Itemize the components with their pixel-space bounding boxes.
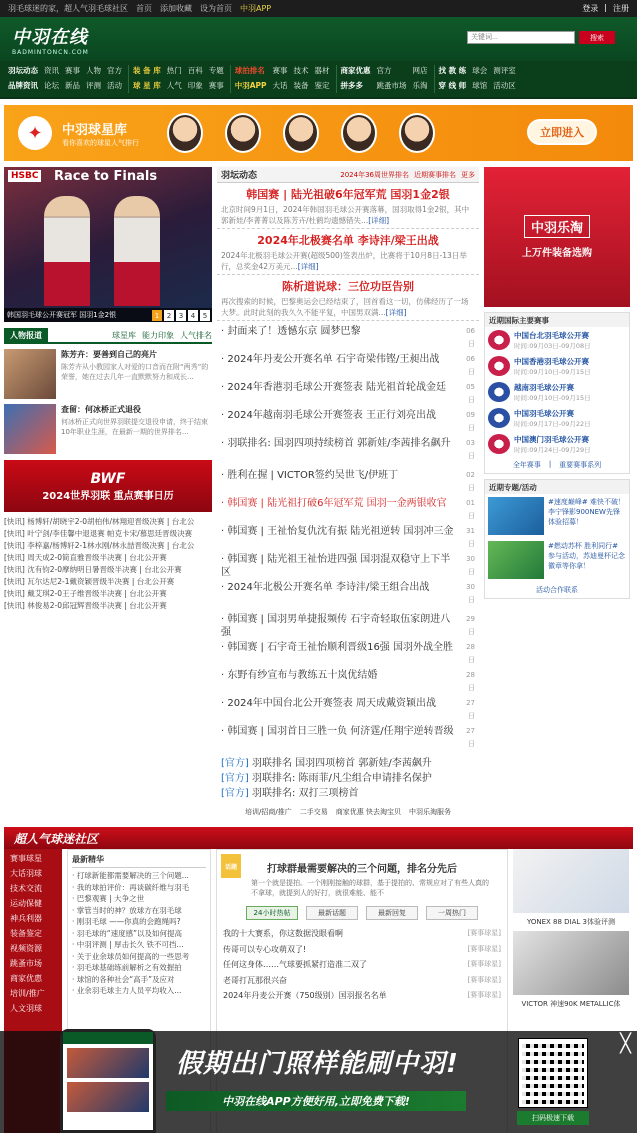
sidebar-item[interactable]: 商家优惠 xyxy=(10,974,42,983)
nav-item[interactable]: 球 星 库 xyxy=(133,80,161,90)
site-logo[interactable] xyxy=(12,23,89,56)
service-link[interactable]: 商家优惠 快去淘宝贝 xyxy=(335,808,401,816)
list-item[interactable]: [快讯] 杨博轩/胡晓宇2-0胡柏伟/林翔迎晋级决赛 | 台北公 xyxy=(4,517,195,526)
world-ranking-link[interactable]: 2024年36周世界排名 xyxy=(340,170,409,179)
tab-latest-topics[interactable]: 最新话题 xyxy=(306,906,358,920)
service-links xyxy=(217,803,479,821)
top-links xyxy=(8,3,271,14)
list-item[interactable]: · 球馆的各种社会“高手”及应对 xyxy=(72,974,175,984)
nav-item[interactable]: 官方 xyxy=(376,65,392,75)
search-input[interactable] xyxy=(467,31,575,44)
cooperation-link[interactable]: 活动合作联系 xyxy=(536,586,578,594)
list-item[interactable]: · 韩国赛 | 陆光祖王祉怡进四强 国羽混双稳守上下半区 30日 xyxy=(221,554,475,578)
login-link[interactable]: 登录 xyxy=(582,4,599,13)
nav-item[interactable]: 商家优惠 xyxy=(340,65,371,75)
person-title[interactable]: 查留：何冰桥正式退役 xyxy=(61,405,141,414)
topic-title[interactable]: 打球群最需要解决的三个问题，排名分先后 xyxy=(267,864,457,875)
person-desc: 何冰桥正式向世界羽联提交退役申请，终于结束10年职业生涯，在最新一期的世界排名... xyxy=(61,418,208,436)
star-banner[interactable] xyxy=(4,105,633,161)
product-caption[interactable]: VICTOR 神速90K METALLIC体 xyxy=(521,1000,621,1008)
list-item[interactable]: · 东野有纱宣布与教练五十岚优结婚 28日 xyxy=(221,670,475,692)
list-item[interactable]: · 韩国赛 | 石宇奇王祉怡顺利晋级16强 国羽外战全胜 28日 xyxy=(221,642,475,664)
list-item[interactable]: · 2024年越南羽毛球公开赛签表 王正行刘亮出战 09日 xyxy=(221,410,475,432)
nav-item[interactable]: 品牌资讯 xyxy=(8,80,38,90)
photo-backdrop-text: Race to Finals xyxy=(54,169,158,184)
player-faces xyxy=(167,113,435,153)
slide-page[interactable]: 1 xyxy=(152,310,162,321)
top-link-set-home[interactable]: 设为首页 xyxy=(200,4,232,13)
nav-item[interactable]: 测评室 xyxy=(493,65,516,75)
separator: | xyxy=(604,3,607,12)
player-figure xyxy=(44,196,90,306)
sidebar-item[interactable]: 人文羽球 xyxy=(10,1004,42,1013)
list-item[interactable]: · 刚羽毛球 ——你真的会跑绳吗? xyxy=(72,917,181,926)
list-item[interactable]: · 羽联排名: 国羽四项持续榜首 郭新娃/李茜排名飙升 03日 xyxy=(221,438,475,460)
details-link[interactable]: [详细] xyxy=(297,262,319,271)
list-item[interactable]: · 关于业余球员如何提高的一些思考 xyxy=(72,951,190,961)
headline xyxy=(217,275,479,321)
headline-title[interactable]: 韩国赛 | 陆光祖破6年冠军荒 国羽1金2银 xyxy=(246,188,450,201)
player-avatar xyxy=(283,113,319,153)
headline xyxy=(217,229,479,275)
tab-latest-replies[interactable]: 最新回复 xyxy=(366,906,418,920)
top-bar xyxy=(0,0,637,17)
topic-desc: 第一个就是提拍。一个刚刚接触的球群，基于提拍的、常规应对了有些人真的不拿球，就提到人的好打，就很难能、能不 xyxy=(251,879,489,897)
headline-desc: 北京时间9月1日，2024年韩国羽毛球公开赛落幕，国羽取得1金2银，其中郭新娃/李菁菁以及陈芳卉/杜鹤均遗憾错失... xyxy=(221,205,470,225)
tab-popularity[interactable]: 人气排名 xyxy=(180,330,212,340)
tab-24h-hot[interactable]: 24小时热帖 xyxy=(246,906,298,920)
topic-thumbnail xyxy=(488,541,544,579)
nav-item[interactable]: 器材 xyxy=(314,65,330,75)
close-icon[interactable]: ╳ xyxy=(620,1033,631,1054)
nav-item[interactable]: 论坛 xyxy=(44,80,59,90)
overlay-subline[interactable]: 中羽在线APP方便好用,立即免费下载! xyxy=(166,1091,466,1111)
headline-desc: 再次搜索的时候，巴黎奥运会已经结束了，回首看这一切，仿佛经历了一场大梦。此时此刻的我久久不能平复，中国男双满... xyxy=(221,297,469,317)
event-item[interactable]: 越南羽毛球公开赛 时间:09月10日-09月15日 xyxy=(485,379,629,405)
product-image[interactable] xyxy=(513,931,629,995)
events-title: 近期国际主要赛事 xyxy=(485,313,629,327)
people-section-header xyxy=(4,328,212,344)
search-box xyxy=(467,31,615,44)
nav-item[interactable]: 装 备 库 xyxy=(133,65,161,75)
nav-item[interactable]: 印象 xyxy=(187,80,203,90)
right-column xyxy=(484,167,630,821)
list-item[interactable]: · 韩国赛 | 王祉怡复仇沈有振 陆光祖逆转 国羽冲三金 31日 xyxy=(221,526,475,548)
sidebar-item[interactable]: 装备鉴定 xyxy=(10,929,42,938)
list-item[interactable]: [快讯] 沈有钧2-0摩纳明日暑晋级半决赛 | 台北公开赛 xyxy=(4,565,182,574)
sidebar-item[interactable]: 跳蚤市场 xyxy=(10,959,42,968)
details-link[interactable]: [详细] xyxy=(368,216,390,225)
list-item[interactable]: [快讯] 林俊易2-0邱冠辉晋级半决赛 | 台北公开赛 xyxy=(4,601,167,610)
scan-download-button[interactable]: 扫码极速下载 xyxy=(517,1111,589,1125)
player-avatar xyxy=(167,113,203,153)
person-title[interactable]: 陈芳卉：要善到自己的亮片 xyxy=(61,350,157,359)
shuttlecock-icon: ✦ xyxy=(18,116,52,150)
list-item[interactable]: · 2024年北极公开赛名单 李诗沣/梁王组合出战 30日 xyxy=(221,582,475,604)
topic-item[interactable]: #速度巅峰# 难快不破！李宁锋影900NEW先锋体验招募！ xyxy=(485,494,629,538)
nav-item[interactable]: 活动区 xyxy=(493,80,516,90)
nav-item[interactable]: 鉴定 xyxy=(314,80,330,90)
more-link[interactable]: 更多 xyxy=(461,170,475,179)
person-story[interactable] xyxy=(4,349,212,399)
person-desc: 陈芳卉从小教园家人对爱的口音而在附“两秀”的荣誉，她在过去几年一直默默努力和成长... xyxy=(61,363,209,381)
banner-title: 中羽球星库 xyxy=(62,122,128,138)
people-section-title: 人物报道 xyxy=(4,328,48,342)
list-item[interactable]: · 2024年丹麦公开赛名单 石宇奇梁伟铿/王昶出战 06日 xyxy=(221,354,475,376)
nav-group-gear xyxy=(133,65,231,93)
list-item[interactable]: 任何这身体……气球要抓紧打造准二双了 [赛事球星] xyxy=(223,960,501,969)
sidebar-item[interactable]: 赛事球星 xyxy=(10,854,42,863)
bwf-logo: BWF xyxy=(90,470,126,487)
slide-page[interactable]: 3 xyxy=(176,310,186,321)
list-item[interactable]: · 韩国赛 | 国羽首日三胜一负 何济霆/任翔宇逆转晋级 27日 xyxy=(221,726,475,748)
list-item[interactable]: · 业余羽毛球主力人员平均收入... xyxy=(72,986,182,995)
shop-ad-subtitle: 上万件装备选购 xyxy=(522,248,592,259)
details-link[interactable]: [详细] xyxy=(385,308,407,317)
event-logo-icon xyxy=(488,434,510,454)
left-column xyxy=(4,167,212,821)
nav-item[interactable]: 网店 xyxy=(412,65,428,75)
event-item[interactable]: 中国台北羽毛球公开赛 时间:09月03日-09月08日 xyxy=(485,327,629,353)
slide-page[interactable]: 4 xyxy=(188,310,198,321)
list-item[interactable]: · 羽毛球的“速度感”以及如何提高 xyxy=(72,928,183,938)
event-logo-icon xyxy=(488,382,510,402)
sidebar-item[interactable]: 运动保健 xyxy=(10,899,42,908)
top-link-app[interactable]: 中羽APP xyxy=(240,4,272,13)
list-item[interactable]: 传哥可以专心攻萌双了! [赛事球星] xyxy=(223,944,501,954)
slide-pager xyxy=(152,310,210,321)
player-avatar xyxy=(399,113,435,153)
middle-column xyxy=(217,167,479,821)
list-item[interactable]: 2024年丹麦公开赛（750级别）国羽报名名单 [赛事球星] xyxy=(223,991,501,1000)
list-item[interactable]: 老哥打瓦那很兴奋 [赛事球星] xyxy=(223,975,501,985)
list-item[interactable]: · 羽毛球基础练前解析之有效握拍 xyxy=(72,963,182,972)
top-link-slogan[interactable]: 羽毛球迷的家，超人气羽毛球社区 xyxy=(8,4,128,13)
site-header xyxy=(0,17,637,61)
fast-news-list xyxy=(4,516,212,612)
headline-desc: 2024年北极羽毛球公开赛(超级500)签表出炉，比赛将于10月8日-13日举行，总奖金42万美元... xyxy=(221,251,467,271)
list-item[interactable]: · 2024年香港羽毛球公开赛签表 陆光祖首轮战金廷 05日 xyxy=(221,382,475,404)
nav-item[interactable]: 羽坛动态 xyxy=(8,65,38,75)
topic-item[interactable]: #燃动苏杯 胜利同行# 参与活动，苏迪曼杯记念徽章等你拿！ xyxy=(485,538,629,582)
event-logo-icon xyxy=(488,330,510,350)
list-item[interactable]: · 我的球拍评价：再谈碳纤维与羽毛 xyxy=(72,882,190,892)
photo-caption: 韩国羽毛球公开赛冠军 国羽1金2银 xyxy=(4,308,212,322)
featured-posts-title: 最新精华 xyxy=(72,854,206,868)
nav-item[interactable]: 乐淘 xyxy=(412,80,428,90)
nav-group-racket xyxy=(235,65,337,93)
headline-title[interactable]: 2024年北极赛名单 李诗沣/梁王出战 xyxy=(257,234,439,247)
nav-item[interactable]: 评测 xyxy=(86,80,101,90)
nav-item[interactable]: 赛事 xyxy=(65,65,80,75)
nav-item[interactable]: 找 教 练 xyxy=(438,65,467,75)
news-header xyxy=(217,167,479,183)
nav-item[interactable]: 活动 xyxy=(107,80,122,90)
hsbc-logo: HSBC xyxy=(8,170,41,182)
event-item[interactable]: 中国澳门羽毛球公开赛 时间:09月24日-09月29日 xyxy=(485,431,629,457)
list-item[interactable]: [官方] 羽联排名: 双打三项榜首 xyxy=(221,788,359,799)
bwf-calendar-banner[interactable] xyxy=(4,460,212,512)
slide-page[interactable]: 2 xyxy=(164,310,174,321)
nav-item[interactable]: 百科 xyxy=(187,65,203,75)
list-item[interactable]: [官方] 羽联排名 国羽四项榜首 郭新娃/李茜飙升 xyxy=(221,758,432,769)
topics-panel xyxy=(484,479,630,599)
nav-item[interactable]: 赛事 xyxy=(208,80,224,90)
service-link[interactable]: 中羽乐淘服务 xyxy=(408,808,451,816)
list-item[interactable]: 我的十大赛系，你这数据没眼看啊 [赛事球星] xyxy=(223,929,501,938)
nav-item[interactable]: 球会 xyxy=(472,65,488,75)
nav-item[interactable]: 人气 xyxy=(166,80,182,90)
register-link[interactable]: 注册 xyxy=(613,4,629,13)
list-item[interactable]: · 打球新能都需要解决的三个问题... xyxy=(72,871,189,880)
event-item[interactable]: 中国香港羽毛球公开赛 时间:09月10日-09月15日 xyxy=(485,353,629,379)
shop-ad-title: 中羽乐淘 xyxy=(524,215,590,238)
sidebar-item[interactable]: 培训/推广 xyxy=(10,989,45,998)
phone-mockup xyxy=(60,1029,156,1133)
topics-title: 近期专题/活动 xyxy=(485,480,629,494)
nav-item[interactable]: 赛事 xyxy=(272,65,288,75)
nav-item[interactable]: 资讯 xyxy=(44,65,59,75)
logo-subtext: BADMINTONCN.COM xyxy=(12,48,89,56)
person-story[interactable] xyxy=(4,404,212,454)
banner-subtitle: 看你喜欢的球星人气排行 xyxy=(62,138,139,147)
major-events-link[interactable]: 重要赛事系列 xyxy=(559,461,602,469)
news-section-title: 羽坛动态 xyxy=(221,171,258,181)
top-link-home[interactable]: 首页 xyxy=(136,4,152,13)
enter-button[interactable]: 立即进入 xyxy=(527,119,597,145)
topic-thumbnail xyxy=(488,497,544,535)
headline-title[interactable]: 陈析道说球：三位功臣告别 xyxy=(282,280,414,293)
list-item[interactable]: [官方] 羽联排名: 陈雨菲/凡尘组合申请排名保护 xyxy=(221,773,432,784)
nav-item[interactable]: 热门 xyxy=(166,65,182,75)
post-list xyxy=(223,926,501,1004)
nav-item[interactable]: 装备 xyxy=(293,80,309,90)
sidebar-item[interactable]: 技术交流 xyxy=(10,884,42,893)
recent-ranking-link[interactable]: 近期赛事排名 xyxy=(414,170,456,179)
list-item[interactable]: · 2024年中国台北公开赛签表 周天成戴资颖出战 27日 xyxy=(221,698,475,720)
nav-item[interactable]: 技术 xyxy=(293,65,309,75)
all-events-link[interactable]: 全年赛事 xyxy=(512,461,541,469)
list-item[interactable]: · 胜利在握 | VICTOR签约吴世飞/伊班丁 02日 xyxy=(221,470,475,492)
player-figure xyxy=(114,196,160,306)
nav-item[interactable]: 新品 xyxy=(65,80,80,90)
event-item[interactable]: 中国羽毛球公开赛 时间:09月17日-09月22日 xyxy=(485,405,629,431)
product-image[interactable] xyxy=(513,849,629,913)
shop-ad[interactable] xyxy=(484,167,630,307)
sidebar-item[interactable]: 大话羽球 xyxy=(10,869,42,878)
service-link[interactable]: 二手交易 xyxy=(299,808,328,816)
nav-item[interactable]: 专题 xyxy=(208,65,224,75)
main-nav xyxy=(0,61,637,99)
service-link[interactable]: 培训/招商/推广 xyxy=(245,808,292,816)
list-item[interactable]: · 中羽评测 | 厚击长久 铁不可挡... xyxy=(72,940,184,949)
product-caption[interactable]: YONEX 88 DIAL 3体验评测 xyxy=(526,918,616,926)
nav-group-coach xyxy=(439,65,522,93)
events-panel: 近期国际主要赛事 中国台北羽毛球公开赛 时间:09月03日-09月08日 中国香港羽毛球公开赛 时间:09月10日-09月15日 越南羽毛球公开赛 时间:09月10日-09月15日 中国羽毛球公开赛 时间:09月17日-09月22日 中国澳门羽毛球公开赛 时间:09月24日-09月29日 全年赛事 | 重要赛事系列 xyxy=(484,312,630,474)
nav-group-shop xyxy=(341,65,435,93)
list-item[interactable]: · 掌管当时的神？放球方在羽毛球 xyxy=(72,905,182,915)
list-item[interactable]: · 韩国赛 | 国羽男单捷报频传 石宇奇轻取伍家朗进八强 29日 xyxy=(221,614,475,638)
topic-tag: 话题 xyxy=(221,854,241,878)
nav-item[interactable]: 穿 线 师 xyxy=(438,80,467,90)
list-item[interactable]: · 封面来了！透憾东京 圆梦巴黎 06日 xyxy=(221,326,475,348)
top-link-favorite[interactable]: 添加收藏 xyxy=(160,4,192,13)
post-tabs xyxy=(223,906,501,920)
list-item[interactable]: [快讯] 叶宁剑/李佳馨中退退赛 帕克卡宋/慕思廷晋级决赛 xyxy=(4,529,193,538)
tab-impression[interactable]: 能力印象 xyxy=(142,330,174,340)
sidebar-item[interactable]: 视频资源 xyxy=(10,944,42,953)
main-content xyxy=(4,167,633,821)
person-thumbnail xyxy=(4,404,56,454)
news-list xyxy=(217,324,479,801)
list-item[interactable]: [快讯] 戴艾琪2-0王子维晋级半决赛 | 台北公开赛 xyxy=(4,589,167,598)
list-item[interactable]: · 韩国赛 | 陆光祖打破6年冠军荒 国羽一金两银收官 01日 xyxy=(221,498,475,520)
list-item[interactable]: · 巴黎观赛 | 大争之世 xyxy=(72,894,145,903)
list-item[interactable]: [快讯] 周天成2-0简直雅晋级半决赛 | 台北公开赛 xyxy=(4,553,167,562)
nav-group-news xyxy=(8,65,129,93)
nav-item[interactable]: 官方 xyxy=(107,65,122,75)
player-avatar xyxy=(225,113,261,153)
nav-item[interactable]: 人物 xyxy=(86,65,101,75)
person-thumbnail xyxy=(4,349,56,399)
logo-text: 中羽在线 xyxy=(12,26,88,48)
qr-code xyxy=(519,1039,587,1107)
event-logo-icon xyxy=(488,356,510,376)
nav-item[interactable]: 跳蚤市场 xyxy=(376,80,407,90)
featured-photo[interactable] xyxy=(4,167,212,322)
nav-item[interactable]: 大话 xyxy=(272,80,288,90)
nav-item[interactable]: 中羽APP xyxy=(234,80,267,90)
event-logo-icon xyxy=(488,408,510,428)
nav-item[interactable]: 拼多多 xyxy=(340,80,364,90)
nav-item[interactable]: 球馆 xyxy=(472,80,488,90)
tab-weekly-hot[interactable]: 一周热门 xyxy=(426,906,478,920)
list-item[interactable]: [快讯] 瓦尔达尼2-1戴资颖晋级半决赛 | 台北公开赛 xyxy=(4,577,175,586)
list-item[interactable]: [快讯] 李梓嘉/杨博轩2-1林水刚/林永喆晋级决赛 | 台北公 xyxy=(4,541,195,550)
bwf-title: 2024世界羽联 重点赛事日历 xyxy=(42,490,174,502)
nav-item[interactable]: 球拍排名 xyxy=(234,65,265,75)
search-button[interactable]: 搜索 xyxy=(579,31,615,44)
player-avatar xyxy=(341,113,377,153)
app-download-overlay xyxy=(0,1031,637,1133)
community-header: 超人气球迷社区 xyxy=(4,827,633,849)
overlay-headline: 假期出门照样能刷中羽! xyxy=(176,1049,459,1079)
headline xyxy=(217,183,479,229)
tab-star-library[interactable]: 球星库 xyxy=(112,330,136,340)
sidebar-item[interactable]: 神兵利器 xyxy=(10,914,42,923)
slide-page[interactable]: 5 xyxy=(200,310,210,321)
